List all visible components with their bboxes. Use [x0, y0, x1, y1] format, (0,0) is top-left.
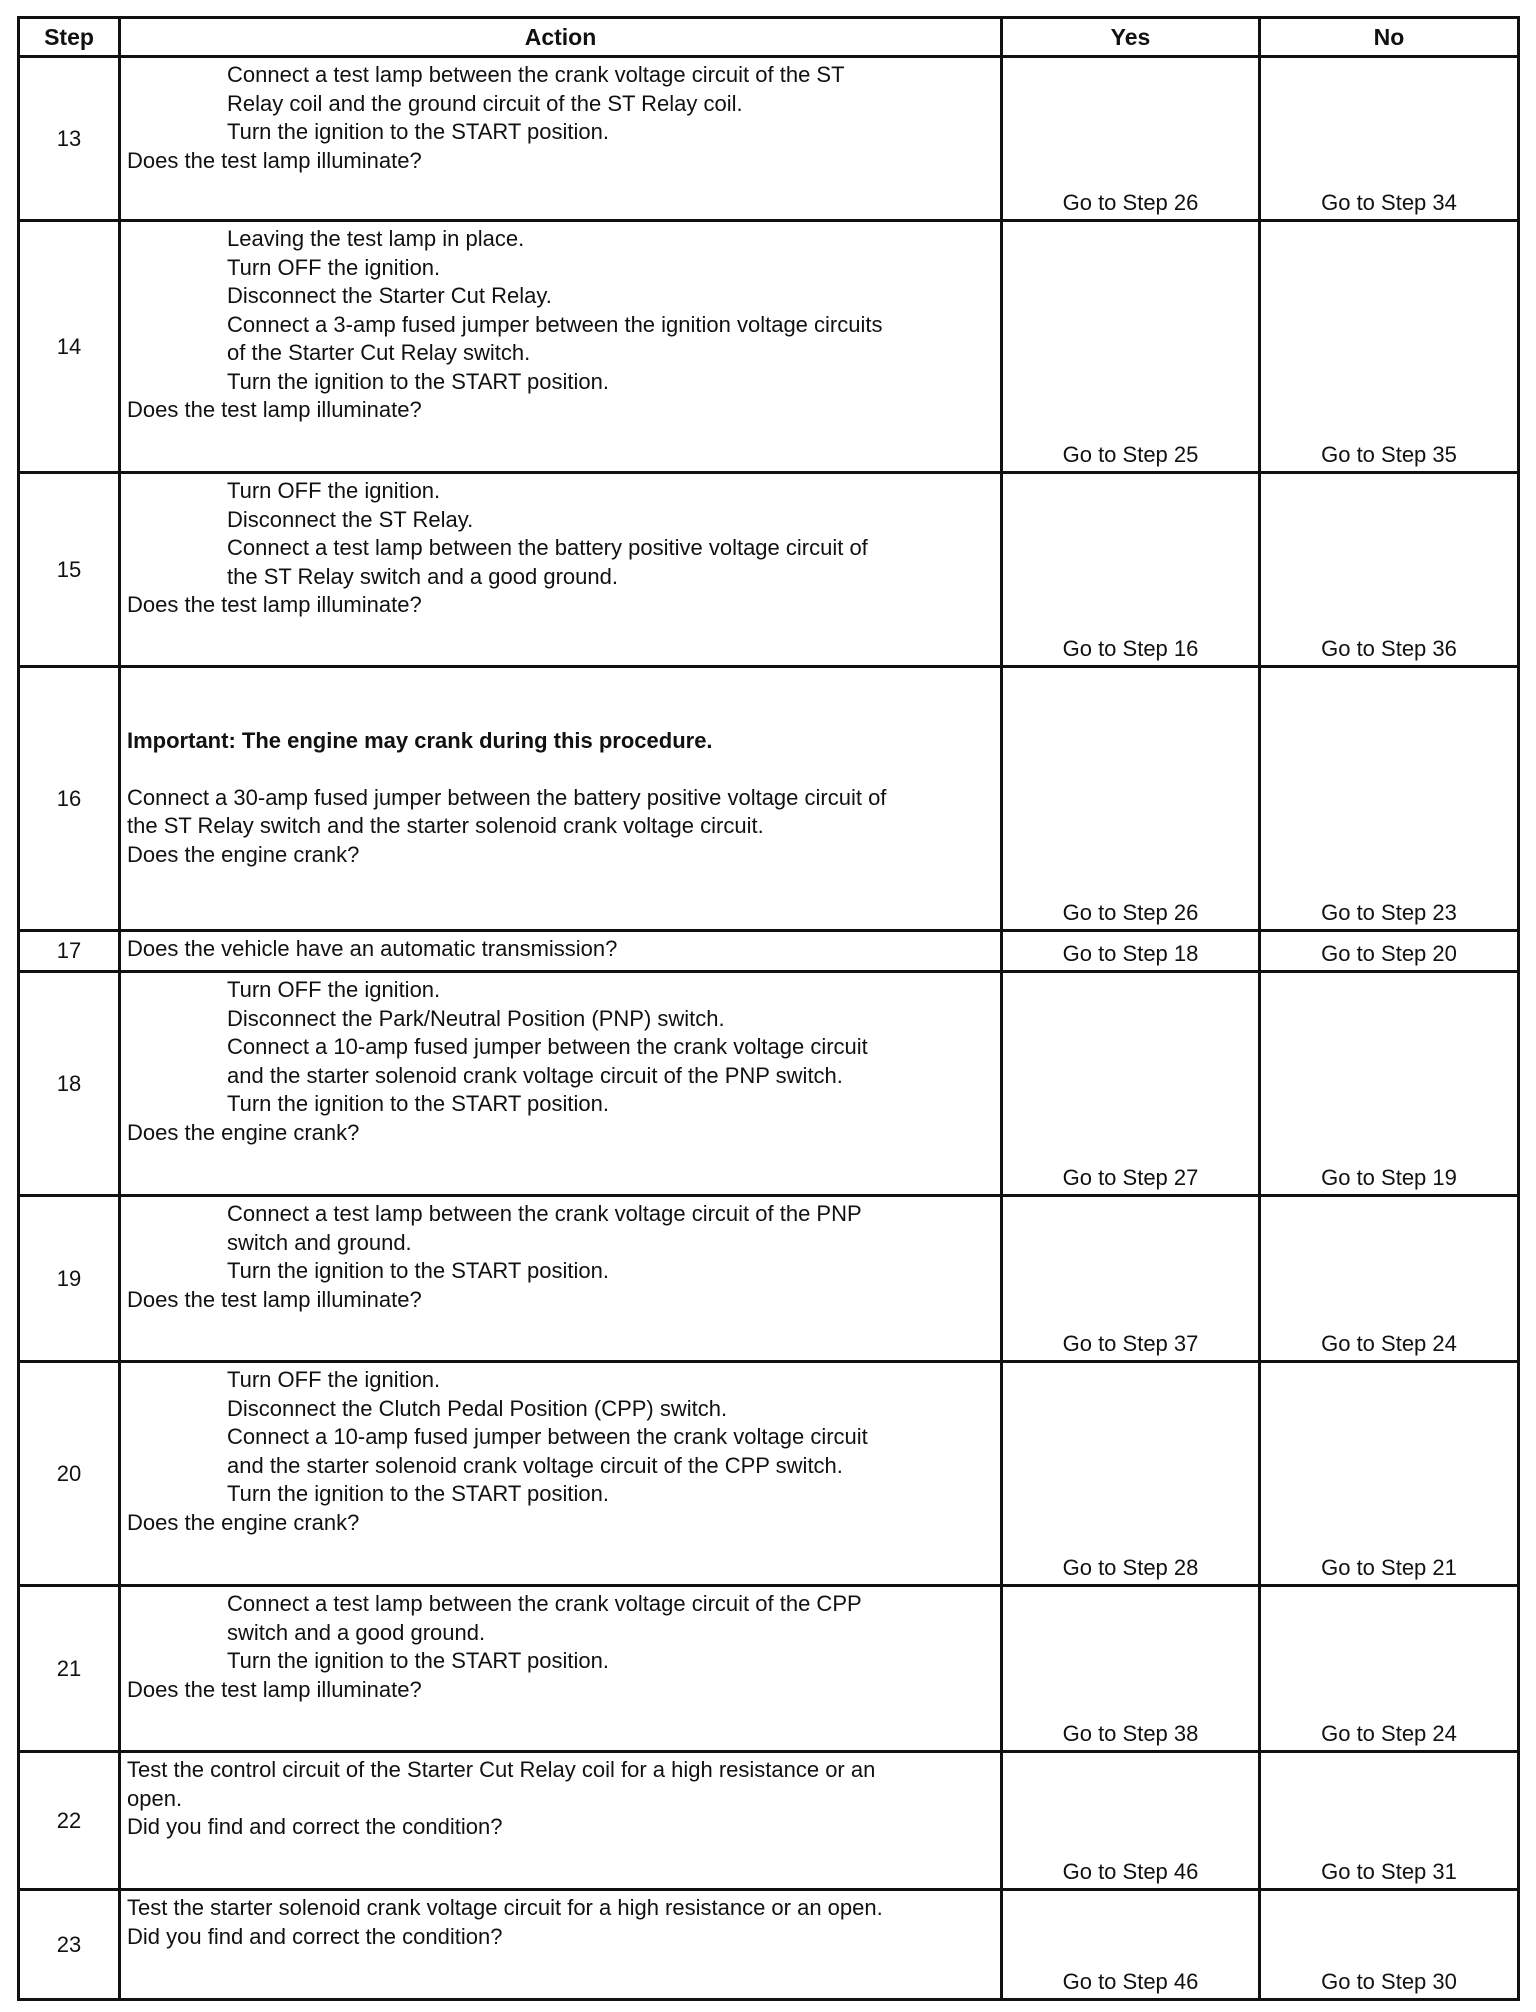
- action-line: Leaving the test lamp in place.: [227, 226, 525, 251]
- action-steps: [127, 1200, 994, 1286]
- action-cell: [120, 221, 1002, 473]
- no-result: Go to Step 24: [1321, 1331, 1457, 1356]
- yes-cell: [1002, 667, 1260, 931]
- no-result: Go to Step 30: [1321, 1969, 1457, 1994]
- action-steps: [127, 1366, 994, 1509]
- no-result: Go to Step 23: [1321, 900, 1457, 925]
- table-row: [19, 931, 1519, 972]
- step-number: 17: [19, 931, 120, 972]
- step-number: 16: [19, 667, 120, 931]
- action-line: Disconnect the Park/Neutral Position (PNP) switch.: [227, 1005, 725, 1031]
- step-number: 15: [19, 473, 120, 667]
- no-result: Go to Step 20: [1321, 941, 1457, 966]
- step-number: 23: [19, 1890, 120, 2000]
- action-line: Turn the ignition to the START position.: [227, 368, 609, 394]
- action-line: the ST Relay switch and the starter solenoid crank voltage circuit.: [127, 813, 764, 838]
- action-line: Test the starter solenoid crank voltage circuit for a high resistance or an open.: [127, 1895, 883, 1920]
- action-body: [127, 1894, 994, 1923]
- yes-result: Go to Step 46: [1062, 1859, 1199, 1884]
- table-row: [19, 1890, 1519, 2000]
- action-line: the ST Relay switch and a good ground.: [227, 563, 618, 589]
- yes-cell: [1002, 931, 1260, 972]
- action-line: Disconnect the Starter Cut Relay.: [227, 283, 552, 308]
- table-row: [19, 1362, 1519, 1586]
- table-row: [19, 1586, 1519, 1752]
- action-question: Does the test lamp illuminate?: [127, 1286, 422, 1312]
- action-line: switch and ground.: [227, 1229, 412, 1255]
- action-line: Connect a test lamp between the crank voltage circuit of the ST: [227, 62, 845, 87]
- action-line: Turn the ignition to the START position.: [227, 1091, 609, 1116]
- step-number: 18: [19, 972, 120, 1196]
- action-line: Connect a 3-amp fused jumper between the ignition voltage circuits: [227, 311, 883, 337]
- action-cell: [120, 931, 1002, 972]
- table-row: [19, 972, 1519, 1196]
- action-line: Relay coil and the ground circuit of the ST Relay coil.: [227, 90, 743, 116]
- action-cell: [120, 473, 1002, 667]
- action-line: Disconnect the ST Relay.: [227, 506, 474, 532]
- no-cell: [1260, 221, 1519, 473]
- yes-result: Go to Step 38: [1062, 1721, 1199, 1746]
- action-cell: [120, 1752, 1002, 1890]
- action-cell: [120, 1362, 1002, 1586]
- no-result: Go to Step 24: [1321, 1721, 1457, 1746]
- action-line: Turn the ignition to the START position.: [227, 1258, 609, 1283]
- action-question: Does the test lamp illuminate?: [127, 397, 422, 422]
- action-line: Connect a 10-amp fused jumper between the crank voltage circuit: [227, 1424, 868, 1449]
- table-header: [19, 18, 1519, 57]
- action-line: of the Starter Cut Relay switch.: [227, 340, 531, 365]
- action-question: Does the engine crank?: [127, 1509, 360, 1535]
- yes-cell: [1002, 1890, 1260, 2000]
- action-question: Does the test lamp illuminate?: [127, 592, 422, 617]
- action-line: and the starter solenoid crank voltage circuit of the PNP switch.: [227, 1062, 843, 1088]
- action-line: Turn OFF the ignition.: [227, 1367, 441, 1392]
- no-cell: [1260, 931, 1519, 972]
- header-row: [19, 18, 1519, 57]
- action-cell: [120, 667, 1002, 931]
- action-question: Does the test lamp illuminate?: [127, 147, 422, 173]
- step-number: 14: [19, 221, 120, 473]
- yes-result: Go to Step 16: [1062, 636, 1199, 661]
- no-cell: [1260, 1362, 1519, 1586]
- yes-cell: [1002, 1586, 1260, 1752]
- action-line: switch and a good ground.: [227, 1619, 486, 1645]
- action-question: Does the vehicle have an automatic transmission?: [127, 936, 618, 961]
- diagnostic-table: [17, 16, 1520, 2001]
- no-result: Go to Step 19: [1321, 1165, 1457, 1190]
- action-line: Connect a test lamp between the crank voltage circuit of the CPP: [227, 1591, 862, 1616]
- no-result: Go to Step 34: [1321, 190, 1457, 215]
- no-cell: [1260, 1586, 1519, 1752]
- action-line: Turn OFF the ignition.: [227, 478, 441, 503]
- action-line: Turn OFF the ignition.: [227, 977, 441, 1002]
- action-question: Did you find and correct the condition?: [127, 1814, 503, 1839]
- action-steps: [127, 1590, 994, 1676]
- action-cell: [120, 57, 1002, 221]
- action-line: Connect a test lamp between the battery positive voltage circuit of: [227, 535, 868, 560]
- no-result: Go to Step 36: [1321, 636, 1457, 661]
- header-no: No: [1260, 18, 1519, 57]
- yes-cell: [1002, 473, 1260, 667]
- header-yes: Yes: [1002, 18, 1260, 57]
- no-cell: [1260, 473, 1519, 667]
- action-line: open.: [127, 1785, 183, 1811]
- yes-result: Go to Step 37: [1062, 1331, 1199, 1356]
- yes-result: Go to Step 46: [1062, 1969, 1199, 1994]
- action-line: Turn the ignition to the START position.: [227, 1481, 609, 1506]
- action-steps: [127, 976, 994, 1119]
- table-row: [19, 1196, 1519, 1362]
- action-cell: [120, 972, 1002, 1196]
- action-line: Disconnect the Clutch Pedal Position (CPP) switch.: [227, 1395, 728, 1421]
- action-steps: [127, 477, 994, 591]
- yes-result: Go to Step 18: [1062, 941, 1199, 966]
- action-cell: [120, 1196, 1002, 1362]
- table-row: [19, 57, 1519, 221]
- no-cell: [1260, 667, 1519, 931]
- yes-result: Go to Step 27: [1062, 1165, 1199, 1190]
- no-result: Go to Step 31: [1321, 1859, 1457, 1884]
- yes-result: Go to Step 28: [1062, 1555, 1199, 1580]
- yes-result: Go to Step 26: [1062, 900, 1199, 925]
- important-note: Important: The engine may crank during this procedure.: [127, 728, 713, 753]
- action-steps: [127, 61, 994, 147]
- header-step: Step: [19, 18, 120, 57]
- no-cell: [1260, 1752, 1519, 1890]
- no-result: Go to Step 35: [1321, 442, 1457, 467]
- action-question: Does the engine crank?: [127, 841, 360, 867]
- action-line: Turn OFF the ignition.: [227, 254, 441, 280]
- action-question: Does the test lamp illuminate?: [127, 1676, 422, 1702]
- no-cell: [1260, 1196, 1519, 1362]
- no-cell: [1260, 972, 1519, 1196]
- table-row: [19, 667, 1519, 931]
- table-row: [19, 221, 1519, 473]
- action-body: [127, 671, 994, 841]
- no-cell: [1260, 57, 1519, 221]
- step-number: 13: [19, 57, 120, 221]
- action-line: Connect a 10-amp fused jumper between the crank voltage circuit: [227, 1034, 868, 1059]
- action-line: Turn the ignition to the START position.: [227, 119, 609, 144]
- table-body: [19, 57, 1519, 2000]
- yes-cell: [1002, 972, 1260, 1196]
- no-cell: [1260, 1890, 1519, 2000]
- action-line: Turn the ignition to the START position.: [227, 1648, 609, 1673]
- header-action: Action: [120, 18, 1002, 57]
- yes-cell: [1002, 57, 1260, 221]
- yes-cell: [1002, 1362, 1260, 1586]
- action-line: Connect a 30-amp fused jumper between the battery positive voltage circuit of: [127, 784, 887, 810]
- yes-cell: [1002, 1196, 1260, 1362]
- yes-cell: [1002, 1752, 1260, 1890]
- action-line: Connect a test lamp between the crank voltage circuit of the PNP: [227, 1201, 862, 1226]
- action-cell: [120, 1586, 1002, 1752]
- action-steps: [127, 225, 994, 396]
- action-question: Did you find and correct the condition?: [127, 1923, 503, 1949]
- no-result: Go to Step 21: [1321, 1555, 1457, 1580]
- step-number: 22: [19, 1752, 120, 1890]
- yes-cell: [1002, 221, 1260, 473]
- step-number: 19: [19, 1196, 120, 1362]
- yes-result: Go to Step 26: [1062, 190, 1199, 215]
- action-body: [127, 1756, 994, 1813]
- table-row: [19, 473, 1519, 667]
- yes-result: Go to Step 25: [1062, 442, 1199, 467]
- action-line: and the starter solenoid crank voltage circuit of the CPP switch.: [227, 1452, 843, 1478]
- action-question: Does the engine crank?: [127, 1119, 360, 1145]
- step-number: 20: [19, 1362, 120, 1586]
- action-line: Test the control circuit of the Starter Cut Relay coil for a high resistance or an: [127, 1757, 876, 1782]
- table-row: [19, 1752, 1519, 1890]
- step-number: 21: [19, 1586, 120, 1752]
- action-cell: [120, 1890, 1002, 2000]
